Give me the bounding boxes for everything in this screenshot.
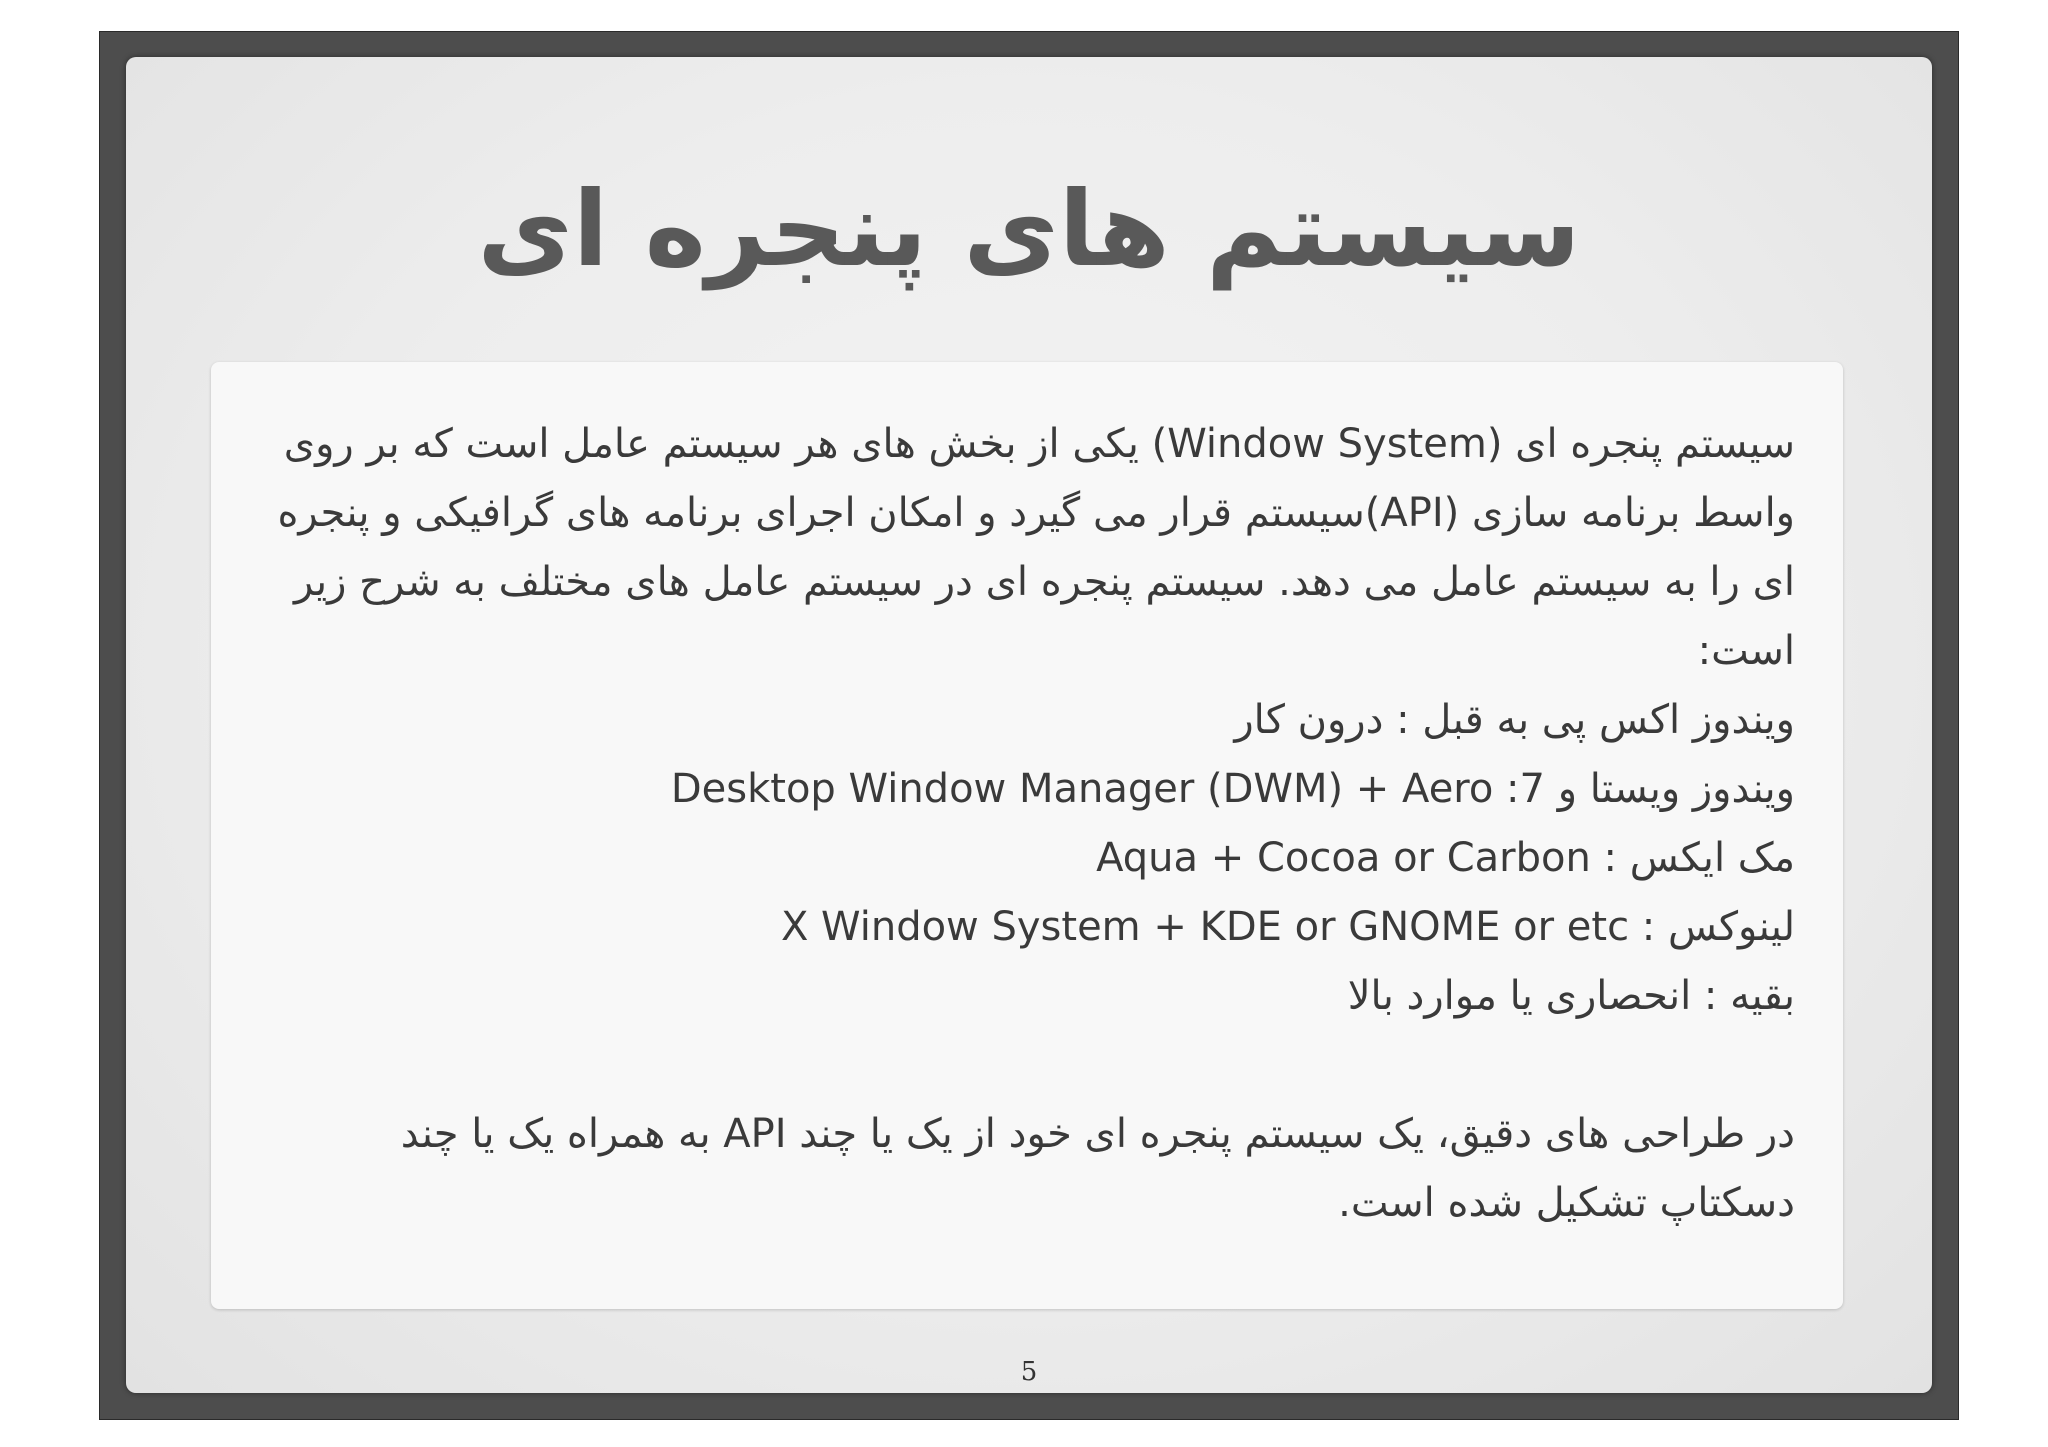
content-box (211, 362, 1843, 1309)
closing-paragraph: در طراحی های دقیق، یک سیستم پنجره ای خود از یک یا چند API به همراه یک یا چند دسکتاپ تشکیل شده است. (400, 1111, 1795, 1226)
list-item-windows-vista-7: ویندوز ویستا و 7: Desktop Window Manager (DWM) + Aero (670, 766, 1795, 812)
page-number: 5 (1020, 1357, 1038, 1387)
intro-paragraph: سیستم پنجره ای (Window System) یکی از بخش های هر سیستم عامل است که بر روی واسط برنامه سازی (API)سیستم قرار می گیرد و امکان اجرای برنامه های گرافیکی و پنجره ای را به سیستم عامل می دهد. سیستم پنجره ای در سیستم عامل های مختلف به شرح زیر است: (277, 421, 1795, 674)
list-item-others: بقیه : انحصاری یا موارد بالا (1347, 973, 1795, 1019)
slide-frame (99, 31, 1959, 1420)
paragraph-spacer (266, 1031, 1795, 1100)
slide (126, 57, 1932, 1393)
slide-title: سیستم های پنجره ای (477, 168, 1581, 290)
list-item-windows-xp: ویندوز اکس پی به قبل : درون کار (1234, 697, 1795, 743)
list-item-linux: لینوکس : X Window System + KDE or GNOME or etc (780, 904, 1795, 950)
list-item-mac-os-x: مک ایکس : Aqua + Cocoa or Carbon (1096, 835, 1795, 881)
slide-body (266, 410, 1795, 1238)
